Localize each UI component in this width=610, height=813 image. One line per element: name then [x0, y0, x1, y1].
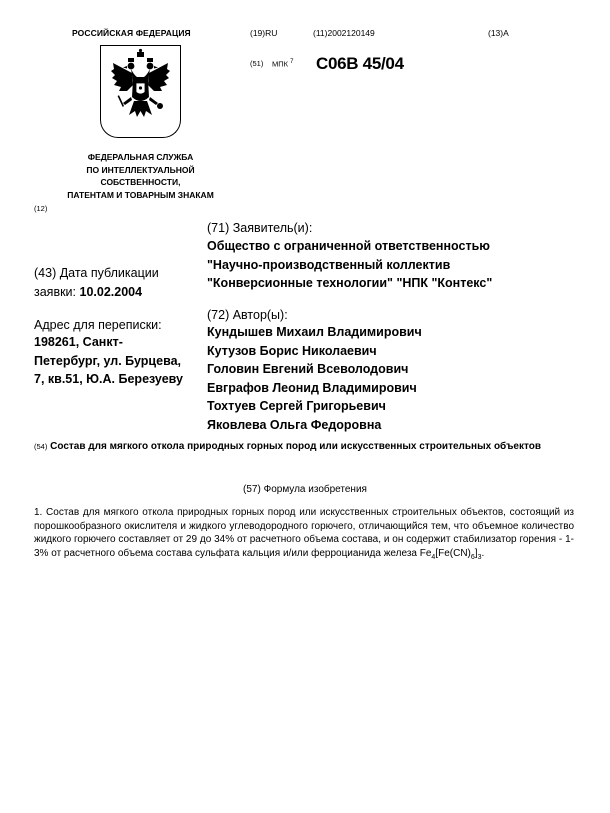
applicant-line-1: Общество с ограниченной ответственностью: [207, 239, 490, 253]
address-line-1: 198261, Санкт-: [34, 335, 123, 349]
applicant-line-2: "Научно-производственный коллектив: [207, 257, 451, 272]
correspondence-address: [34, 333, 209, 389]
agency-line-4: ПАТЕНТАМ И ТОВАРНЫМ ЗНАКАМ: [67, 189, 214, 200]
author-name: Евграфов Леонид Владимирович: [207, 380, 417, 395]
field-11-publication-number: (11)2002120149: [313, 28, 375, 38]
applicant-line-3: "Конверсионные технологии" "НПК "Контекс": [207, 276, 493, 290]
agency-line-2: ПО ИНТЕЛЛЕКТУАЛЬНОЙ: [86, 164, 195, 175]
country-name: РОССИЙСКАЯ ФЕДЕРАЦИЯ: [72, 28, 191, 38]
publication-label-2: заявки:: [34, 284, 77, 299]
field-12-label: (12): [34, 204, 48, 213]
applicant-label: (71) Заявитель(и):: [207, 221, 313, 235]
title-text: Состав для мягкого откола природных горных пород или искусственных строительных объектов: [50, 441, 541, 452]
title-number: (54): [34, 442, 48, 451]
field-51-label: (51): [250, 59, 264, 68]
field-19-country-code: (19)RU: [250, 28, 278, 38]
authors-list: [207, 323, 422, 434]
ipc-class-code: C06B 45/04: [316, 54, 404, 73]
mpk-label: МПК $^7$: [272, 59, 294, 69]
address-label: Адрес для переписки:: [34, 318, 162, 332]
publication-label: (43) Дата публикации: [34, 266, 159, 280]
authors-label: (72) Автор(ы):: [207, 308, 288, 322]
agency-line-3: СОБСТВЕННОСТИ,: [100, 177, 181, 187]
double-headed-eagle-emblem-icon: [101, 45, 180, 137]
author-name: Тохтуев Сергей Григорьевич: [207, 399, 386, 413]
author-name: Кундышев Михаил Владимирович: [207, 325, 422, 339]
author-name: Яковлева Ольга Федоровна: [207, 417, 382, 432]
author-name: Головин Евгений Всеволодович: [207, 362, 409, 376]
address-line-3: 7, кв.51, Ю.А. Березуеву: [34, 372, 183, 386]
applicant-name: [207, 237, 567, 293]
agency-line-1: ФЕДЕРАЛЬНАЯ СЛУЖБА: [87, 152, 194, 162]
emblem-frame: [100, 45, 181, 138]
agency-name: [58, 151, 223, 201]
address-line-2: Петербург, ул. Бурцева,: [34, 353, 182, 368]
field-13-document-kind: (13)A: [488, 28, 509, 38]
publication-date-block: [34, 264, 159, 301]
formula-header: (57) Формула изобретения: [243, 484, 367, 495]
invention-title: [34, 440, 579, 454]
claim-text: 1. Состав для мягкого откола природных горных пород или искусственных строительных объектов, состоящий из порошкообразного окислителя и жидкого углеводородного горючего, отличающийся тем, что объемное количество жидкого горючего составляет от 29 до 34% от расчетного объема состава, и он содержит стабилизатор горения - 1-3% от расчетного объема состава сульфата кальция и/или ферроцианида железа $Fe_4[Fe(CN)_6]_3$.: [34, 507, 574, 562]
mpk-edition: 7: [290, 59, 294, 65]
author-name: Кутузов Борис Николаевич: [207, 343, 377, 358]
publication-date: 10.02.2004: [79, 284, 143, 299]
